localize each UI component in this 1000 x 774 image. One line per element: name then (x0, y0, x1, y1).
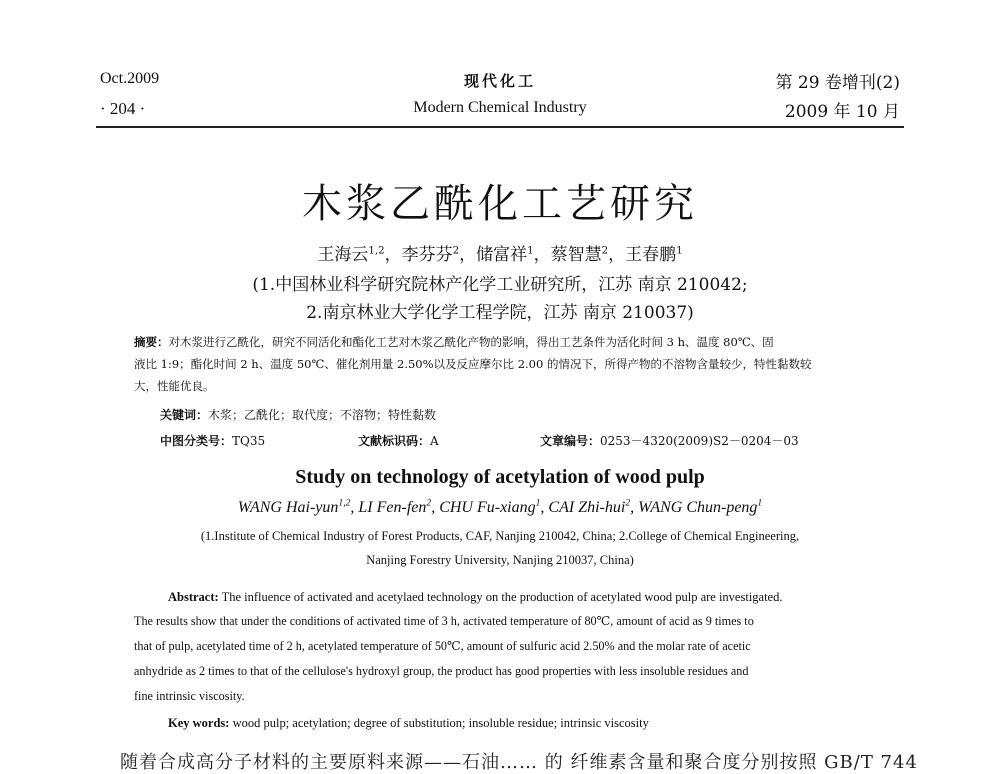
volume-issue: 第 29 卷增刊(2) (775, 73, 900, 93)
header-rule (96, 126, 904, 128)
authors-en (150, 499, 850, 517)
document-code-label: 文献标识码： (358, 434, 431, 448)
paper-title-en: Study on technology of acetylation of wood pulp (295, 466, 705, 488)
abstract-en-line2: The results show that under the conditions of activated time of 3 h, activated temperature of 80℃, amount of acid as 9 times to (134, 614, 754, 628)
clc-label: 中图分类号： (160, 434, 233, 448)
author-name: ，蔡智慧 (533, 245, 602, 265)
keywords-en-label: Key words: (168, 716, 230, 730)
abstract-cn-line1 (134, 334, 774, 350)
author-name: , CHU Fu-xiang (431, 499, 536, 516)
article-number (540, 432, 799, 449)
author-name: , WANG Chun-peng (630, 499, 758, 516)
clc-number (160, 432, 265, 449)
author-affil-sup: 1,2 (368, 245, 385, 257)
abstract-cn-text: 对木浆进行乙酰化，研究不同活化和酯化工艺对木浆乙酰化产物的影响，得出工艺条件为活化时间 3 h、温度 80℃、固 (168, 335, 774, 349)
document-code (358, 432, 439, 449)
article-number-label: 文章编号： (540, 434, 601, 448)
document-code-value: A (430, 434, 439, 448)
abstract-en-label: Abstract: (168, 590, 219, 604)
author-name: ，李芬芬 (384, 245, 453, 265)
page-number: · 204 · (100, 99, 146, 118)
abstract-en-line4: anhydride as 2 times to that of the cellulose's hydroxyl group, the product has good properties with less insoluble residues and (134, 664, 749, 678)
clc-value: TQ35 (232, 434, 266, 448)
abstract-en-line5: fine intrinsic viscosity. (134, 689, 245, 703)
abstract-en-line3: that of pulp, acetylated time of 2 h, acetylated temperature of 50℃, amount of sulfuric acid 2.50% and the molar rate of acetic (134, 639, 751, 653)
abstract-cn-line2: 液比 1:9；酯化时间 2 h、温度 50℃、催化剂用量 2.50%以及反应摩尔比 2.00 的情况下，所得产物的不溶物含量较少，特性黏数较 (134, 357, 812, 371)
author-affil-sup: 1 (535, 497, 541, 509)
author-affil-sup: 1 (757, 497, 763, 509)
abstract-en-text: The influence of activated and acetylaed technology on the production of acetylated wood pulp are investigated. (218, 590, 783, 604)
keywords-cn-text: 木浆；乙酰化；取代度；不溶物；特性黏数 (208, 408, 437, 422)
affiliation-cn-line2: 2.南京林业大学化学工程学院，江苏 南京 210037) (306, 303, 694, 323)
author-affil-sup: 1,2 (338, 497, 351, 509)
author-affil-sup: 1 (527, 245, 534, 257)
keywords-en-text: wood pulp; acetylation; degree of substitution; insoluble residue; intrinsic viscosity (229, 716, 649, 730)
article-number-value: 0253－4320(2009)S2－0204－03 (600, 434, 799, 448)
abstract-cn-line3: 大，性能优良。 (134, 379, 215, 393)
author-affil-sup: 2 (452, 245, 460, 257)
author-affil-sup: 2 (426, 497, 432, 509)
affiliation-cn-line1: (1.中国林业科学研究院林产化学工业研究所，江苏 南京 210042; (252, 275, 748, 295)
publication-date: 2009 年 10 月 (784, 102, 900, 122)
body-text-cutoff: 随着合成高分子材料的主要原料来源——石油…… 的 纤维素含量和聚合度分别按照 GB/T 744 (120, 752, 918, 773)
keywords-en (168, 716, 649, 731)
author-affil-sup: 1 (676, 245, 683, 257)
author-name: ，王春鹏 (608, 245, 677, 265)
journal-title-cn: 现代化工 (463, 72, 536, 90)
keywords-cn (160, 406, 436, 423)
author-name: 王海云 (317, 245, 369, 265)
author-name: , CAI Zhi-hui (540, 499, 626, 516)
author-name: ，储富祥 (459, 245, 528, 265)
paper-title-cn: 木浆乙酰化工艺研究 (302, 181, 698, 227)
author-affil-sup: 2 (625, 497, 631, 509)
authors-cn (200, 240, 800, 265)
author-affil-sup: 2 (601, 245, 609, 257)
affiliation-en-line1: (1.Institute of Chemical Industry of Forest Products, CAF, Nanjing 210042, China; 2.College of Chemical Engineering, (200, 529, 800, 543)
abstract-en-line1 (168, 590, 782, 605)
journal-title-en: Modern Chemical Industry (413, 99, 587, 116)
author-name: , LI Fen-fen (350, 499, 427, 516)
header-date: Oct.2009 (100, 70, 160, 87)
abstract-cn-label: 摘要： (134, 335, 169, 349)
author-name: WANG Hai-yun (237, 499, 339, 516)
keywords-cn-label: 关键词： (160, 408, 209, 422)
affiliation-en-line2: Nanjing Forestry University, Nanjing 210037, China) (366, 553, 634, 567)
